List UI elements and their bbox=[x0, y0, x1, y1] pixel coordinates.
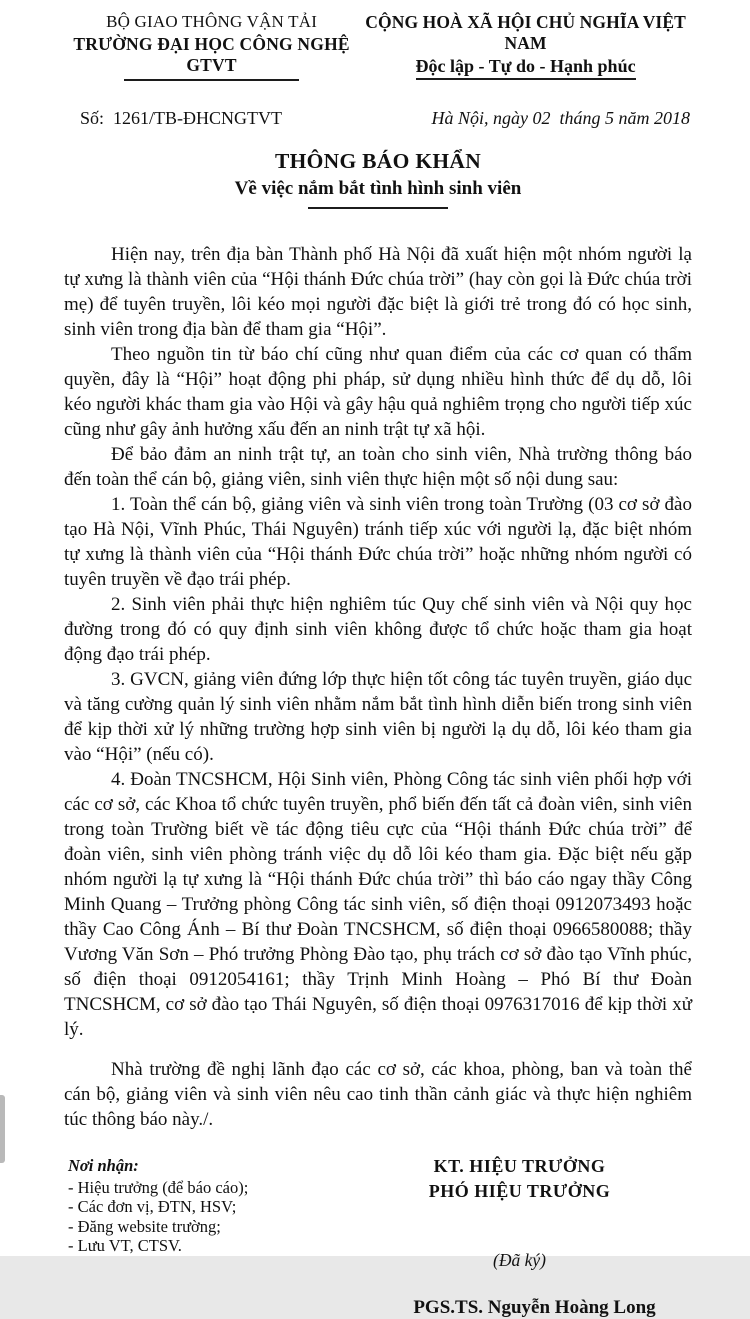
recipient-item: - Đăng website trường; bbox=[68, 1216, 221, 1236]
recipients-label: Nơi nhận: bbox=[68, 1155, 139, 1175]
org-underline-rule bbox=[124, 79, 299, 81]
title-block bbox=[64, 149, 692, 209]
recipients-block bbox=[64, 1156, 347, 1319]
document-header bbox=[64, 12, 692, 81]
title-underline-rule bbox=[308, 207, 448, 209]
paragraph-background: Theo nguồn tin từ báo chí cũng như quan điểm của các cơ quan có thẩm quyền, đây là “Hội” hoạt động phi pháp, sử dụng nhiều hình thức để dụ dỗ, lôi kéo người khác tham gia vào Hội và gây hậu quả nghiêm trọng cho người tiếp xúc cũng như gây ảnh hưởng xấu đến an ninh trật tự xã hội. bbox=[64, 343, 692, 440]
paragraph-closing: Nhà trường đề nghị lãnh đạo các cơ sở, các khoa, phòng, ban và toàn thể cán bộ, giảng viên và sinh viên nêu cao tinh thần cảnh giác và thực hiện nghiêm túc thông báo này./. bbox=[64, 1058, 692, 1130]
signed-note: (Đã ký) bbox=[493, 1249, 546, 1270]
scan-artifact bbox=[0, 1095, 5, 1163]
document-number: Số: 1261/TB-ĐHCNGTVT bbox=[80, 108, 282, 128]
place-and-date: Hà Nội, ngày 02 tháng 5 năm 2018 bbox=[431, 108, 690, 128]
paragraph-item-2: 2. Sinh viên phải thực hiện nghiêm túc Quy chế sinh viên và Nội quy học đường trong đó có quy định sinh viên không được tổ chức hoặc tham gia hoạt động đạo trái phép. bbox=[64, 593, 692, 665]
republic-name: CỘNG HOÀ XÃ HỘI CHỦ NGHĨA VIỆT NAM bbox=[365, 12, 686, 53]
signer-name: PGS.TS. Nguyễn Hoàng Long bbox=[413, 1296, 656, 1318]
recipient-item: - Các đơn vị, ĐTN, HSV; bbox=[68, 1197, 237, 1216]
document-body bbox=[64, 242, 692, 1132]
signature-position: PHÓ HIỆU TRƯỞNG bbox=[428, 1180, 611, 1201]
recipient-item: - Hiệu trưởng (để báo cáo); bbox=[68, 1177, 249, 1197]
national-motto: Độc lập - Tự do - Hạnh phúc bbox=[416, 56, 636, 80]
paragraph-intro: Hiện nay, trên địa bàn Thành phố Hà Nội đã xuất hiện một nhóm người lạ tự xưng là thành viên của “Hội thánh Đức chúa trời” (hay còn gọi là Đức chúa trời mẹ) để tuyên truyền, lôi kéo mọi người đặc biệt là giới trẻ trong đó có học sinh, sinh viên trong địa bàn để tham gia “Hội”. bbox=[64, 243, 692, 340]
issuing-org-block bbox=[64, 12, 359, 81]
document-footer bbox=[64, 1156, 692, 1319]
national-header-block bbox=[359, 12, 692, 80]
paragraph-item-3: 3. GVCN, giảng viên đứng lớp thực hiện tốt công tác tuyên truyền, giáo dục và tăng cường quản lý sinh viên nhằm nắm bắt tình hình diễn biến trong sinh viên để kịp thời xử lý những trường hợp sinh viên bị người lạ dụ dỗ, lôi kéo tham gia vào “Hội” (nếu có). bbox=[64, 668, 692, 765]
ministry-name: BỘ GIAO THÔNG VẬN TẢI bbox=[106, 12, 318, 31]
recipient-item: - Lưu VT, CTSV. bbox=[68, 1236, 182, 1255]
reference-row bbox=[64, 108, 692, 129]
signature-block bbox=[347, 1156, 692, 1319]
document-title: THÔNG BÁO KHẨN bbox=[274, 149, 482, 173]
paragraph-item-1: 1. Toàn thể cán bộ, giảng viên và sinh viên trong toàn Trường (03 cơ sở đào tạo Hà Nội, Vĩnh Phúc, Thái Nguyên) tránh tiếp xúc với người lạ, đặc biệt nhóm tự xưng là thành viên của “Hội thánh Đức chúa trời” hoặc những nhóm người có tuyên truyền về đạo trái phép. bbox=[64, 493, 692, 590]
paragraph-item-4: 4. Đoàn TNCSHCM, Hội Sinh viên, Phòng Công tác sinh viên phối hợp với các cơ sở, các Khoa tổ chức tuyên truyền, phổ biến đến tất cả đoàn viên, sinh viên trong toàn Trường biết về tác động tiêu cực của “Hội thánh Đức chúa trời” để đoàn viên, sinh viên phòng tránh việc dụ dỗ lôi kéo tham gia. Đặc biệt nếu gặp nhóm người lạ tự xưng là “Hội thánh Đức chúa trời” thì báo cáo ngay thầy Công Minh Quang – Trưởng phòng Công tác sinh viên, số điện thoại 0912073493 hoặc thầy Cao Công Ánh – Bí thư Đoàn TNCSHCM, số điện thoại 0966580088; thầy Vương Văn Sơn – Phó trưởng Phòng Đào tạo, phụ trách cơ sở đào tạo Vĩnh phúc, số điện thoại 0912054161; thầy Trịnh Minh Hoàng – Phó Bí thư Đoàn TNCSHCM, cơ sở đào tạo Thái Nguyên, số điện thoại 0976317016 để kịp thời xử lý. bbox=[64, 768, 692, 1040]
signature-authority: KT. HIỆU TRƯỞNG bbox=[433, 1155, 606, 1176]
document-subtitle: Về việc nắm bắt tình hình sinh viên bbox=[234, 178, 522, 199]
paragraph-announcement: Để bảo đảm an ninh trật tự, an toàn cho sinh viên, Nhà trường thông báo đến toàn thể cán bộ, giảng viên, sinh viên thực hiện một số nội dung sau: bbox=[64, 443, 692, 490]
university-name: TRƯỜNG ĐẠI HỌC CÔNG NGHỆ GTVT bbox=[73, 34, 350, 75]
